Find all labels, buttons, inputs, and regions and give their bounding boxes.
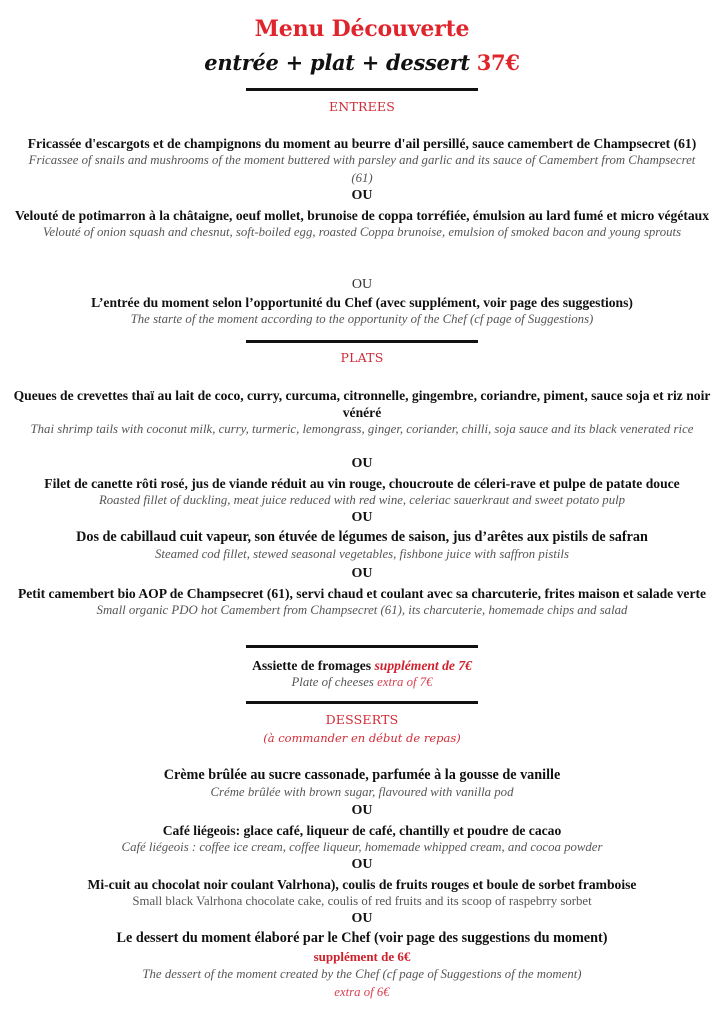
separator bbox=[246, 340, 478, 343]
dish-translation-en: Velouté of onion squash and chesnut, soft-boiled egg, roasted Coppa brunoise, emulsion of smoked bacon and young sprouts bbox=[42, 225, 682, 239]
dessert-extra-en: extra of 6€ bbox=[334, 984, 390, 999]
menu-formula: entrée + plat + dessert bbox=[204, 50, 470, 75]
dessert-extra-fr: supplément de 6€ bbox=[313, 949, 411, 964]
dish-name-fr: Le dessert du moment élaboré par le Chef (voir page des suggestions du moment) bbox=[116, 930, 608, 946]
section-title-desserts: DESSERTS bbox=[325, 712, 399, 727]
dish-name-fr: Crème brûlée au sucre cassonade, parfumée à la gousse de vanille bbox=[163, 767, 561, 783]
or-separator: OU bbox=[351, 911, 373, 926]
dessert-item-3 bbox=[0, 876, 724, 911]
menu-subtitle bbox=[0, 50, 724, 75]
plat-item-3 bbox=[0, 529, 724, 564]
dish-translation-en: Small black Valrhona chocolate cake, coulis of red fruits and its scoop of raspebrry sorbet bbox=[132, 894, 592, 908]
separator bbox=[246, 701, 478, 704]
cheese-item bbox=[0, 657, 724, 692]
dish-translation-en: Roasted fillet of duckling, meat juice reduced with red wine, celeriac sauerkraut and sweet potato pulp bbox=[98, 493, 626, 507]
dish-translation-en: Créme brûlée with brown sugar, flavoured with vanilla pod bbox=[210, 785, 514, 799]
menu-title: Menu Découverte bbox=[254, 16, 470, 42]
cheese-name-en bbox=[0, 674, 724, 692]
dish-translation-en: Fricassee of snails and mushrooms of the moment buttered with parsley and garlic and its sauce of Camembert from Champsecret (61) bbox=[28, 153, 696, 185]
menu-price: 37€ bbox=[476, 50, 520, 75]
or-separator: OU bbox=[351, 456, 373, 471]
plat-item-2 bbox=[0, 475, 724, 510]
dish-translation-en: The dessert of the moment created by the Chef (cf page of Suggestions of the moment) bbox=[142, 967, 582, 981]
dish-name-fr: Dos de cabillaud cuit vapeur, son étuvée de légumes de saison, jus d’arêtes aux pistils de safran bbox=[76, 529, 648, 545]
entree-item-2 bbox=[0, 207, 724, 242]
dish-translation-en: Thai shrimp tails with coconut milk, curry, turmeric, lemongrass, ginger, coriander, chilli, soja sauce and its black venerated rice bbox=[30, 422, 694, 436]
cheese-label-en: Plate of cheeses bbox=[291, 675, 374, 689]
cheese-name-fr bbox=[0, 657, 724, 674]
desserts-note: (à commander en début de repas) bbox=[263, 731, 461, 745]
dish-name-fr: Queues de crevettes thaï au lait de coco, curry, curcuma, citronnelle, gingembre, coriandre, piment, sauce soja et riz noir vénéré bbox=[13, 388, 711, 420]
dish-translation-en: Steamed cod fillet, stewed seasonal vegetables, fishbone juice with saffron pistils bbox=[155, 547, 569, 561]
entree-item-1 bbox=[0, 135, 724, 187]
dish-name-fr: L’entrée du moment selon l’opportunité du Chef (avec supplément, voir page des suggestions) bbox=[91, 295, 633, 310]
separator bbox=[246, 88, 478, 91]
or-separator: OU bbox=[351, 566, 373, 581]
plat-item-4 bbox=[0, 585, 724, 620]
dish-name-fr: Fricassée d'escargots et de champignons du moment au beurre d'ail persillé, sauce camembert de Champsecret (61) bbox=[27, 136, 697, 151]
dish-translation-en: Small organic PDO hot Camembert from Champsecret (61), its charcuterie, homemade chips and salad bbox=[96, 603, 628, 617]
plat-item-1 bbox=[0, 387, 724, 439]
dish-name-fr: Petit camembert bio AOP de Champsecret (61), servi chaud et coulant avec sa charcuterie, frites maison et salade verte bbox=[17, 586, 707, 601]
separator bbox=[246, 645, 478, 648]
section-title-entrees: ENTREES bbox=[328, 99, 396, 114]
dish-name-fr: Mi-cuit au chocolat noir coulant Valrhona), coulis de fruits rouges et boule de sorbet framboise bbox=[87, 877, 637, 892]
cheese-label-fr: Assiette de fromages bbox=[252, 658, 372, 673]
dessert-item-4 bbox=[0, 930, 724, 1001]
or-separator: OU bbox=[351, 510, 373, 525]
dish-name-fr: Filet de canette rôti rosé, jus de viande réduit au vin rouge, choucroute de céleri-rave et pulpe de patate douce bbox=[44, 476, 680, 491]
section-title-plats: PLATS bbox=[340, 350, 384, 365]
cheese-extra-en: extra of 7€ bbox=[377, 675, 433, 689]
dish-name-fr: Velouté de potimarron à la châtaigne, oeuf mollet, brunoise de coppa torréfiée, émulsion au lard fumé et micro végétaux bbox=[14, 208, 710, 223]
or-separator: OU bbox=[351, 188, 373, 203]
cheese-extra-fr: supplément de 7€ bbox=[374, 658, 472, 673]
dessert-item-1 bbox=[0, 767, 724, 802]
dish-translation-en: The starte of the moment according to the opportunity of the Chef (cf page of Suggestions) bbox=[130, 312, 594, 326]
entree-item-3 bbox=[0, 294, 724, 329]
or-separator: OU bbox=[351, 803, 373, 818]
dessert-item-2 bbox=[0, 822, 724, 857]
or-separator: OU bbox=[351, 857, 373, 872]
dish-name-fr: Café liégeois: glace café, liqueur de café, chantilly et poudre de cacao bbox=[162, 823, 562, 838]
dish-translation-en: Café liégeois : coffee ice cream, coffee liqueur, homemade whipped cream, and cocoa powder bbox=[121, 840, 603, 854]
or-separator: OU bbox=[351, 277, 373, 292]
